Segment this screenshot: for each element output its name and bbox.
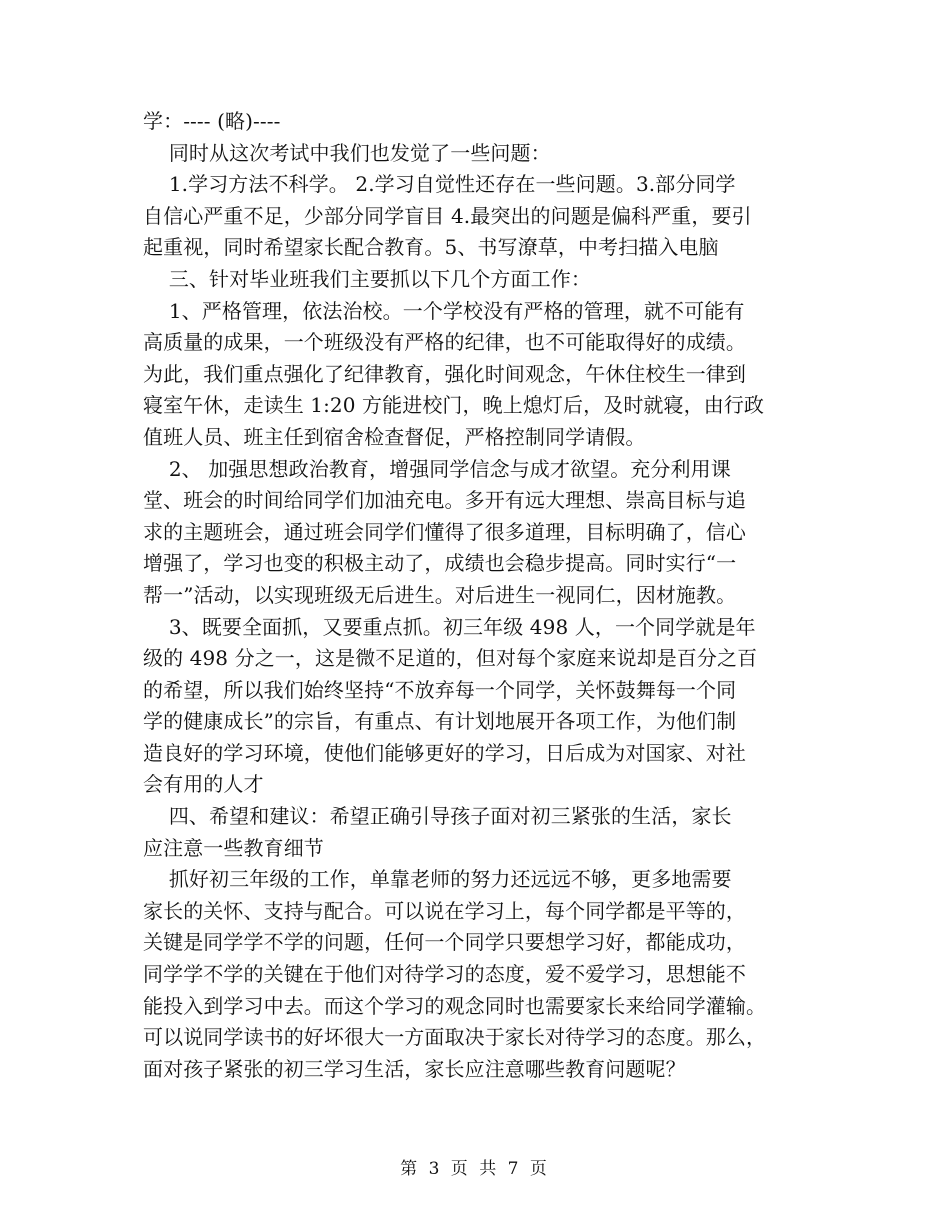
text-line: 应注意一些教育细节 [143,835,324,860]
text-line: 高质量的成果，一个班级没有严格的纪律，也不可能取得好的成绩。 [143,330,746,355]
text-line: 堂、班会的时间给同学们加油充电。多开有远大理想、崇高目标与追 [143,488,746,513]
text-line: 为此，我们重点强化了纪律教育，强化时间观念，午休住校生一律到 [143,361,746,386]
text-line: 1、严格管理，依法治校。一个学校没有严格的管理，就不可能有 [143,298,745,323]
text-line: 1.学习方法不科学。 2.学习自觉性还存在一些问题。3.部分同学 [143,172,736,197]
document-body [143,106,813,1085]
text-line: 造良好的学习环境，使他们能够更好的学习，日后成为对国家、对社 [143,740,746,765]
text-line: 起重视，同时希望家长配合教育。5、书写潦草，中考扫描入电脑 [143,235,719,260]
text-line: 值班人员、班主任到宿舍检查督促，严格控制同学请假。 [143,424,646,449]
text-line: 寝室午休，走读生 1:20 方能进校门，晚上熄灯后，及时就寝，由行政 [143,393,765,418]
page-number-footer: 第 3 页 共 7 页 [400,1159,550,1179]
text-line: 同时从这次考试中我们也发觉了一些问题： [143,140,551,165]
text-line: 学：---- (略)---- [143,109,281,133]
text-line: 3、既要全面抓，又要重点抓。初三年级 498 人，一个同学就是年 [143,614,756,639]
text-line: 面对孩子紧张的初三学习生活，家长应注意哪些教育问题呢？ [143,1056,686,1081]
text-line: 四、希望和建议：希望正确引导孩子面对初三紧张的生活，家长 [143,804,732,829]
text-line: 同学学不学的关键在于他们对待学习的态度，爱不爱学习，思想能不 [143,962,746,987]
text-line: 会有用的人才 [143,772,264,797]
text-line: 家长的关怀、支持与配合。可以说在学习上，每个同学都是平等的， [143,898,746,923]
text-line: 学的健康成长”的宗旨，有重点、有计划地展开各项工作，为他们制 [143,709,737,734]
text-line: 帮一”活动，以实现班级无后进生。对后进生一视同仁，因材施教。 [143,582,737,607]
text-line: 自信心严重不足，少部分同学盲目 4.最突出的问题是偏科严重，要引 [143,203,752,228]
text-line: 级的 498 分之一，这是微不足道的，但对每个家庭来说却是百分之百 [143,646,758,671]
text-line: 能投入到学习中去。而这个学习的观念同时也需要家长来给同学灌输。 [143,993,767,1018]
text-line: 三、针对毕业班我们主要抓以下几个方面工作： [143,266,591,291]
text-line: 增强了，学习也变的积极主动了，成绩也会稳步提高。同时实行“一 [143,551,737,576]
text-line: 2、 加强思想政治教育，增强同学信念与成才欲望。充分利用课 [143,456,731,481]
text-line: 关键是同学学不学的问题，任何一个同学只要想学习好，都能成功， [143,930,746,955]
text-line: 求的主题班会，通过班会同学们懂得了很多道理，目标明确了，信心 [143,519,746,544]
text-line: 的希望，所以我们始终坚持“不放弃每一个同学，关怀鼓舞每一个同 [143,677,737,702]
text-line: 抓好初三年级的工作，单靠老师的努力还远远不够，更多地需要 [143,867,732,892]
text-line: 可以说同学读书的好坏很大一方面取决于家长对待学习的态度。那么， [143,1025,767,1050]
